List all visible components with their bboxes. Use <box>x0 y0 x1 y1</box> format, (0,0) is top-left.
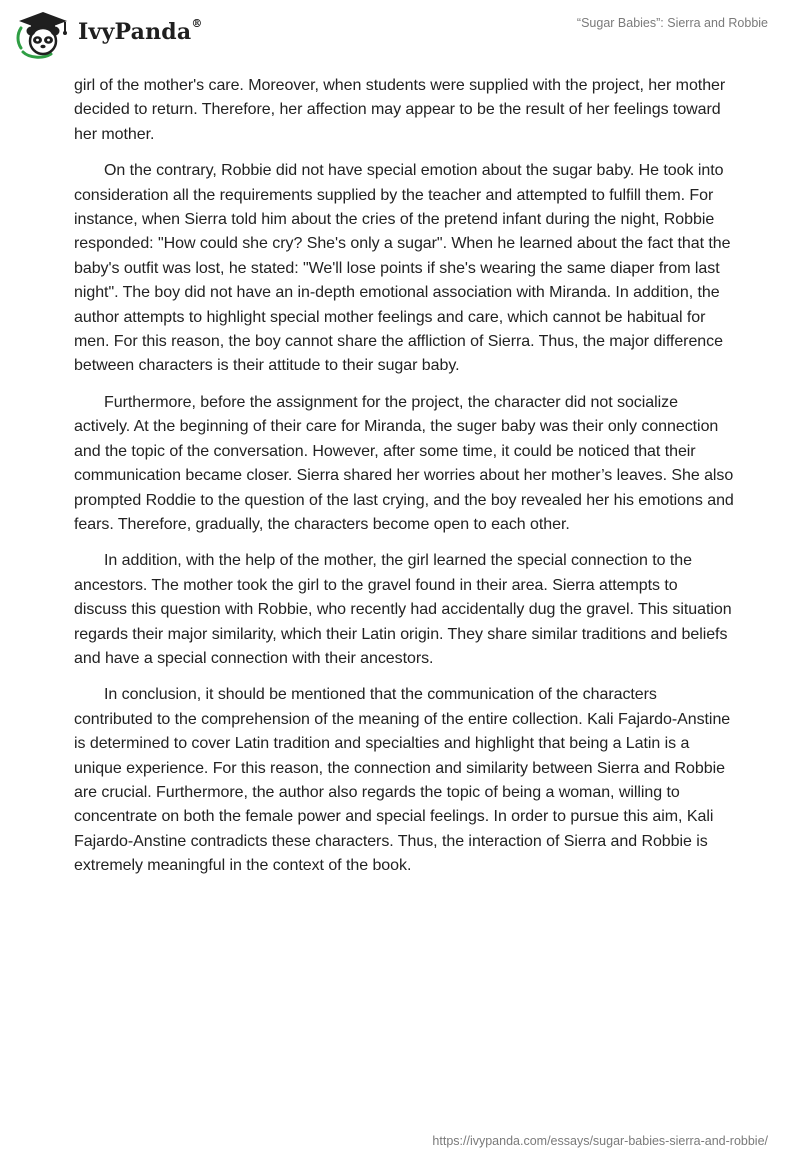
registered-mark: ® <box>191 17 203 30</box>
essay-body <box>74 74 734 891</box>
paragraph: Furthermore, before the assignment for the project, the character did not socialize actively. At the beginning of their care for Miranda, the suger baby was their only connection and the topic of the conversation. However, after some time, it could be noticed that their communication became closer. Sierra shared her worries about her mother’s leaves. She also prompted Roddie to the question of the last crying, and the boy revealed her his emotions and fears. Therefore, gradually, the characters become open to each other. <box>74 393 734 533</box>
brand-name: IvyPanda <box>78 19 192 45</box>
brand-logo-text[interactable] <box>78 19 203 45</box>
paragraph: In conclusion, it should be mentioned that the communication of the characters contributed to the comprehension of the meaning of the entire collection. Kali Fajardo-Anstine is determined to cover Latin tradition and specialties and highlight that being a Latin is a unique experience. For this reason, the connection and similarity between Sierra and Robbie are crucial. Furthermore, the author also regards the topic of being a woman, willing to concentrate on both the female power and special feelings. In order to pursue this aim, Kali Fajardo-Anstine contradicts these characters. Thus, the interaction of Sierra and Robbie is extremely meaningful in the context of the book. <box>74 686 731 875</box>
document-title: “Sugar Babies”: Sierra and Robbie <box>576 16 768 30</box>
page-header <box>0 0 800 66</box>
panda-graduation-cap-icon[interactable] <box>13 8 73 60</box>
paragraph: girl of the mother's care. Moreover, when students were supplied with the project, her mother decided to return. Therefore, her affection may appear to be the result of her feelings toward her mother. <box>74 77 726 143</box>
source-url[interactable]: https://ivypanda.com/essays/sugar-babies-sierra-and-robbie/ <box>432 1134 768 1148</box>
paragraph: In addition, with the help of the mother, the girl learned the special connection to the ancestors. The mother took the girl to the gravel found in their area. Sierra attempts to discuss this question with Robbie, who recently had accidentally dug the gravel. This situation regards their major similarity, which their Latin origin. They share similar traditions and beliefs and have a special connection with their ancestors. <box>74 552 732 667</box>
paragraph: On the contrary, Robbie did not have special emotion about the sugar baby. He took into consideration all the requirements supplied by the teacher and attempted to fulfill them. For instance, when Sierra told him about the cries of the pretend infant during the night, Robbie responded: "How could she cry? She's only a sugar". When he learned about the fact that the baby's outfit was lost, he stated: "We'll lose points if she's wearing the same diaper from last night". The boy did not have an in-depth emotional association with Miranda. In addition, the author attempts to highlight special mother feelings and care, which cannot be habitual for men. For this reason, the boy cannot share the affliction of Sierra. Thus, the major difference between characters is their attitude to their sugar baby. <box>74 162 731 375</box>
